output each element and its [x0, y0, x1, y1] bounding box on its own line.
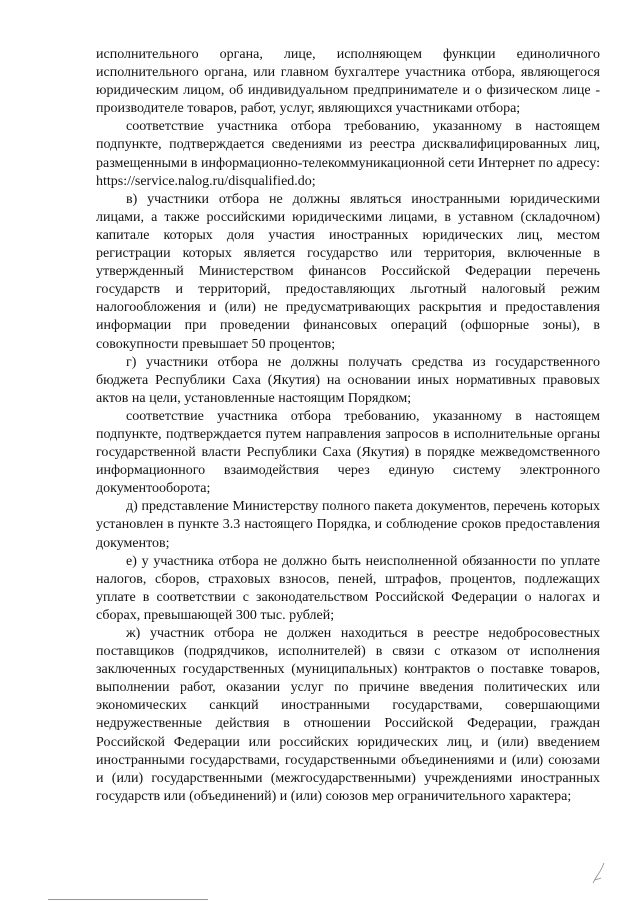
footer-rule: [48, 899, 208, 900]
document-body: [96, 46, 600, 806]
paragraph-disqualified-registry: соответствие участника отбора требованию, указанному в настоящем подпункте, подтверждается сведениями из реестра дисквалифицированных лиц, размещенными в информационно-телекоммуникационной сети Интернет по адресу: https://service.nalog.ru/disqualified.do;: [96, 119, 600, 189]
paragraph-item-e: е) у участника отбора не должно быть неисполненной обязанности по уплате налогов, сборов, страховых взносов, пеней, штрафов, процентов, подлежащих уплате в соответствии с законодательством Российской Федерации о налогах и сборах, превышающей 300 тыс. рублей;: [96, 553, 600, 623]
paragraph-item-d: д) представление Министерству полного пакета документов, перечень которых установлен в пункте 3.3 настоящего Порядка, и соблюдение сроков предоставления документов;: [96, 499, 600, 551]
paragraph-interagency-requests: соответствие участника отбора требованию, указанному в настоящем подпункте, подтверждается путем направления запросов в исполнительные органы государственной власти Республики Саха (Якутия) в порядке межведомственного информационного взаимодействия через единую систему электронного документооборота;: [96, 408, 600, 497]
paragraph-item-zh: ж) участник отбора не должен находиться в реестре недобросовестных поставщиков (подрядчиков, исполнителей) в связи с отказом от исполнения заключенных государственных (муниципальных) контрактов о поставке товаров, выполнении работ, оказании услуг по причине введения политических или экономических санкций иностранными государствами, совершающими недружественные действия в отношении Российской Федерации, граждан Российской Федерации или российских юридических лиц, и (или) введением иностранными государствами, государственными объединениями и (или) союзами и (или) государственными (межгосударственными) учреждениями иностранных государств или (объединений) и (или) союзов мер ограничительного характера;: [96, 626, 600, 804]
initials-mark: [592, 862, 606, 884]
paragraph-continuation: исполнительного органа, лице, исполняющем функции единоличного исполнительного органа, или главном бухгалтере участника отбора, являющегося юридическим лицом, об индивидуальном предпринимателе и о физическом лице - производителе товаров, работ, услуг, являющихся участниками отбора;: [96, 47, 600, 117]
paragraph-item-g: г) участники отбора не должны получать средства из государственного бюджета Республики Саха (Якутия) на основании иных нормативных правовых актов на цели, установленные настоящим Порядком;: [96, 354, 600, 406]
paragraph-item-v: в) участники отбора не должны являться иностранными юридическими лицами, а также российскими юридическими лицами, в уставном (складочном) капитале которых доля участия иностранных юридических лиц, местом регистрации которых является государство или территория, включенные в утвержденный Министерством финансов Российской Федерации перечень государств и территорий, предоставляющих льготный налоговый режим налогообложения и (или) не предусматривающих раскрытия и предоставления информации при проведении финансовых операций (офшорные зоны), в совокупности превышает 50 процентов;: [96, 191, 600, 352]
